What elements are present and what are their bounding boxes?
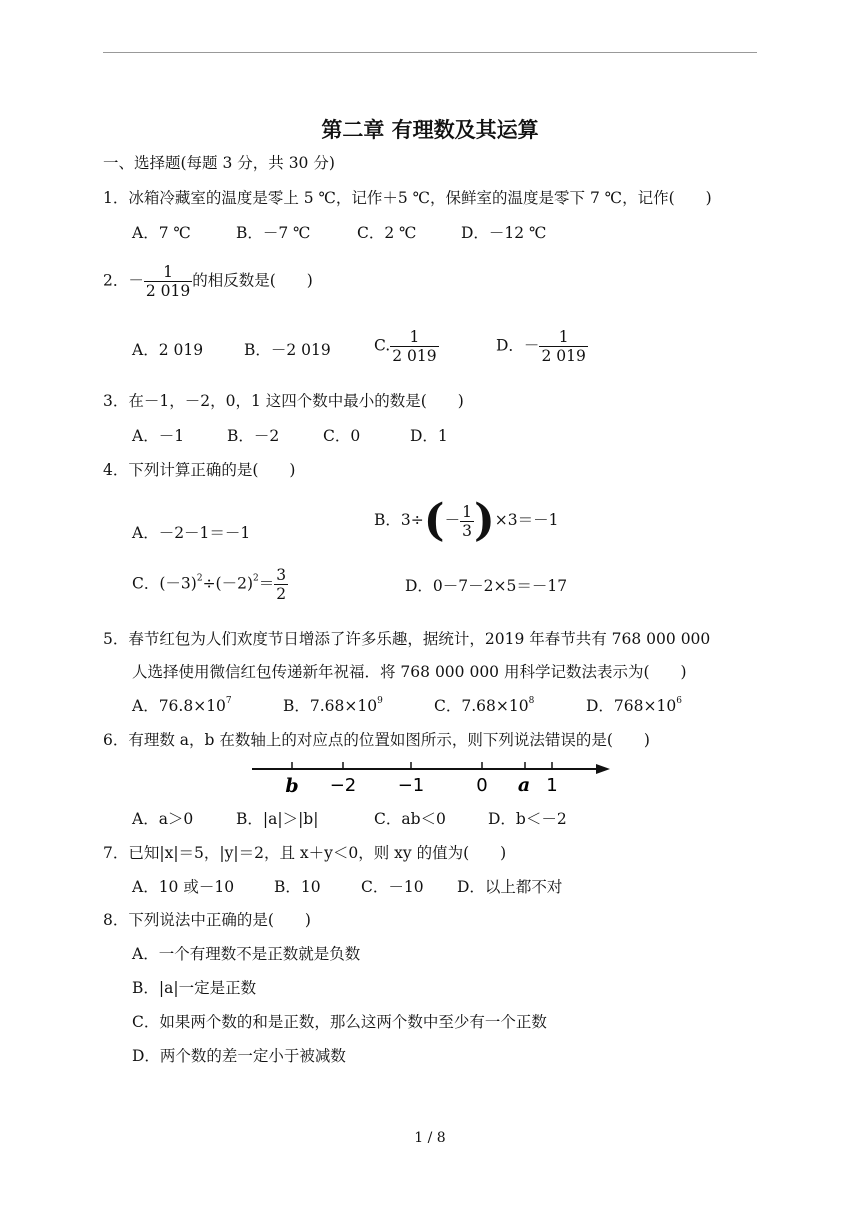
q4-option-a: A．－2－1＝－1 <box>132 524 251 542</box>
q7-stem: 7．已知|x|＝5，|y|＝2，且 x＋y＜0，则 xy 的值为( ) <box>103 844 507 862</box>
header-rule <box>103 52 757 53</box>
q6-option-d: D．b＜－2 <box>488 810 567 828</box>
q3-option-b: B．－2 <box>227 427 280 445</box>
q1-option-a: A．7 ℃ <box>132 224 191 242</box>
label-zero: 0 <box>476 775 488 796</box>
q7-option-b: B．10 <box>274 878 321 896</box>
q8-option-a: A．一个有理数不是正数就是负数 <box>132 945 361 963</box>
number-line-arrow <box>596 764 610 774</box>
q2-number: 2．－ <box>103 271 144 290</box>
q2-option-c: C. $\frac{1}{2 019}$ <box>374 328 437 365</box>
q1-option-c: C．2 ℃ <box>357 224 417 242</box>
q4-option-c: C．$(-3)^2\div(-2)^2=$ $\frac{3}{2}$ <box>132 566 287 603</box>
q5-line2: 人选择使用微信红包传递新年祝福．将 768 000 000 用科学记数法表示为( ) <box>132 663 687 681</box>
q2-option-b: B．－2 019 <box>244 341 331 359</box>
q5-option-b: B．$7.68\times 10^9$ <box>283 696 383 715</box>
q5-option-d: D．$768\times 10^6$ <box>586 696 682 715</box>
q3-option-d: D．1 <box>410 427 448 445</box>
q2-option-a: A．2 019 <box>132 341 204 359</box>
q7-option-c: C．－10 <box>361 878 424 896</box>
q8-option-d: D．两个数的差一定小于被减数 <box>132 1047 346 1065</box>
q4-stem: 4．下列计算正确的是( ) <box>103 461 296 479</box>
q8-stem: 8．下列说法中正确的是( ) <box>103 911 311 929</box>
q2-fraction: $\frac{1}{2 019}$ <box>145 263 191 300</box>
page-title: 第二章 有理数及其运算 <box>321 118 539 142</box>
q1-option-b: B．－7 ℃ <box>236 224 311 242</box>
q8-option-b: B．|a|一定是正数 <box>132 979 257 997</box>
label-minus-1: −1 <box>397 775 425 796</box>
q1-option-d: D．－12 ℃ <box>461 224 547 242</box>
q1-stem: 1．冰箱冷藏室的温度是零上 5 ℃，记作＋5 ℃，保鲜室的温度是零下 7 ℃，记作( ) <box>103 189 712 207</box>
q2-stem <box>103 263 313 300</box>
q4-option-d: D．0－7－2×5＝－17 <box>405 577 568 595</box>
q5-option-c: C．$7.68\times 10^8$ <box>434 696 535 715</box>
q5-option-a: A．$76.8\times 10^7$ <box>132 696 232 715</box>
q2-rest: 的相反数是( ) <box>192 271 313 290</box>
q8-option-c: C．如果两个数的和是正数，那么这两个数中至少有一个正数 <box>132 1013 547 1031</box>
number-line-figure <box>248 756 614 802</box>
page-number: 1 / 8 <box>414 1130 446 1146</box>
label-b: b <box>285 775 299 797</box>
q7-option-d: D．以上都不对 <box>457 878 563 896</box>
label-a: a <box>517 774 531 796</box>
section-heading: 一、选择题(每题 3 分，共 30 分) <box>103 154 335 172</box>
q2-option-d: D．－ $\frac{1}{2 019}$ <box>496 328 586 365</box>
q3-option-c: C．0 <box>323 427 361 445</box>
q6-option-c: C．ab＜0 <box>374 810 446 828</box>
q6-option-a: A．a＞0 <box>132 810 194 828</box>
q7-option-a: A．10 或－10 <box>132 878 235 896</box>
q3-stem: 3．在－1，－2，0，1 这四个数中最小的数是( ) <box>103 392 464 410</box>
q3-option-a: A．－1 <box>132 427 185 445</box>
q5-line1: 5．春节红包为人们欢度节日增添了许多乐趣，据统计，2019 年春节共有 768 000 000 <box>103 630 711 648</box>
label-one: 1 <box>546 775 558 796</box>
q4-option-b: B．3÷(－ $\frac{1}{3}$ )×3＝－1 <box>374 495 559 546</box>
label-minus-2: −2 <box>329 775 357 796</box>
q6-stem: 6．有理数 a，b 在数轴上的对应点的位置如图所示，则下列说法错误的是( ) <box>103 731 650 749</box>
q6-option-b: B．|a|＞|b| <box>236 810 319 828</box>
